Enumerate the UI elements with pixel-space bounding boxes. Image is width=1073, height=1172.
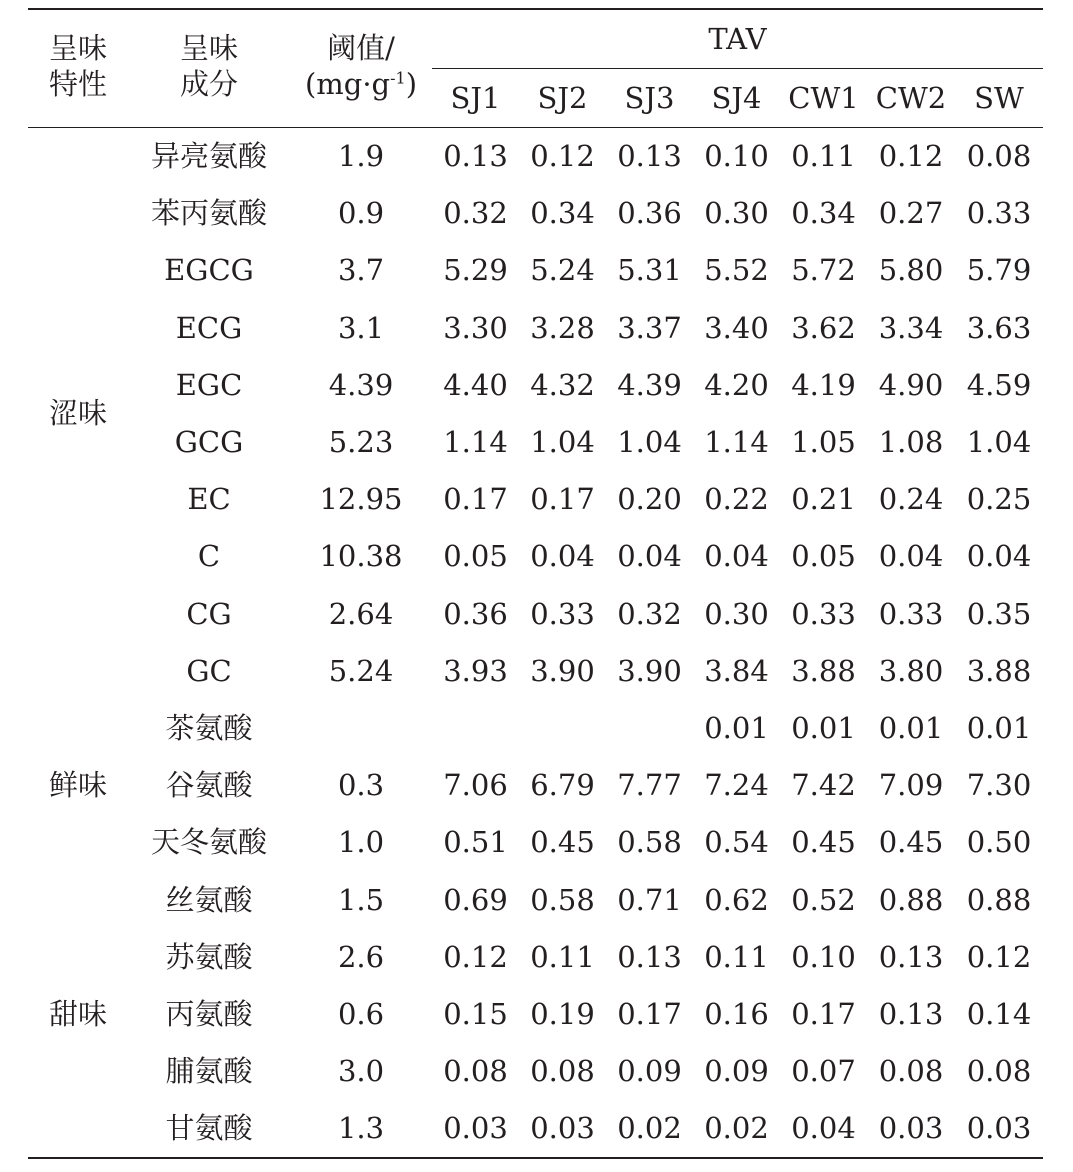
tav-cell-cw1: 1.05 xyxy=(791,425,856,460)
tav-cell-cw1: 7.42 xyxy=(791,768,856,803)
tav-cell-cw1: 3.88 xyxy=(791,653,856,688)
tav-cell-sj1: 0.13 xyxy=(443,139,508,174)
tav-cell-sj3: 4.39 xyxy=(617,367,682,402)
tav-cell-sj1: 0.17 xyxy=(443,482,508,517)
table-row xyxy=(28,700,1043,757)
component-cell: GC xyxy=(186,653,232,688)
tav-cell-sw: 0.35 xyxy=(966,596,1032,631)
threshold-cell: 3.0 xyxy=(337,1054,385,1089)
tav-cell-sj1: 0.05 xyxy=(443,539,508,574)
tav-cell-sw: 0.50 xyxy=(966,825,1032,860)
tav-cell-sj2 xyxy=(519,700,606,757)
threshold-cell: 5.23 xyxy=(328,425,394,460)
header-threshold-unit xyxy=(290,66,432,102)
tav-cell-sj4: 0.30 xyxy=(704,196,769,231)
tav-cell-sj3: 5.31 xyxy=(617,253,682,288)
tav-cell-cw2: 0.33 xyxy=(878,596,944,631)
threshold-cell: 1.5 xyxy=(337,882,385,917)
threshold-cell xyxy=(290,700,432,757)
tav-cell-sw: 0.08 xyxy=(966,139,1032,174)
component-cell: 丝氨酸 xyxy=(165,882,253,917)
tav-cell-cw2: 0.12 xyxy=(878,139,944,174)
tav-cell-sj4: 0.62 xyxy=(704,882,769,917)
tav-cell-sj1: 0.51 xyxy=(443,825,508,860)
tav-cell-sj2: 4.32 xyxy=(530,367,595,402)
tav-cell-sj2: 0.33 xyxy=(530,596,595,631)
tav-cell-cw2: 0.24 xyxy=(878,482,944,517)
tav-cell-cw2: 0.27 xyxy=(878,196,944,231)
threshold-cell: 0.9 xyxy=(337,196,385,231)
header-threshold xyxy=(290,9,432,128)
component-cell: 茶氨酸 xyxy=(165,710,253,745)
tav-cell-sw: 3.63 xyxy=(966,310,1032,345)
threshold-cell: 4.39 xyxy=(328,367,394,402)
tav-cell-sj1: 0.03 xyxy=(432,1100,519,1158)
tav-cell-cw1: 0.33 xyxy=(791,596,856,631)
threshold-cell: 1.3 xyxy=(290,1100,432,1158)
table-row xyxy=(28,1043,1043,1100)
tav-cell-sj2: 0.08 xyxy=(530,1054,595,1089)
tav-cell-cw1: 4.19 xyxy=(791,367,856,402)
tav-cell-sj2: 0.58 xyxy=(530,882,595,917)
tav-cell-cw1: 0.34 xyxy=(791,196,856,231)
threshold-cell: 3.1 xyxy=(337,310,385,345)
table-row xyxy=(28,414,1043,471)
tav-cell-sw: 0.01 xyxy=(966,710,1032,745)
table-row xyxy=(28,871,1043,928)
tav-cell-cw2: 0.88 xyxy=(878,882,944,917)
tav-cell-sj4: 0.54 xyxy=(704,825,769,860)
tav-cell-cw2: 7.09 xyxy=(878,768,944,803)
tav-cell-sj4: 5.52 xyxy=(704,253,769,288)
table-header xyxy=(28,9,1043,128)
tav-cell-cw2: 3.34 xyxy=(878,310,944,345)
tav-cell-sw: 0.14 xyxy=(966,996,1032,1031)
tav-cell-sj4: 3.40 xyxy=(704,310,769,345)
tav-cell-cw1: 3.62 xyxy=(791,310,856,345)
component-cell: ECG xyxy=(175,310,243,345)
threshold-cell: 0.3 xyxy=(337,768,385,803)
tav-cell-cw1: 0.07 xyxy=(791,1054,856,1089)
tav-cell-sj3: 0.32 xyxy=(617,596,682,631)
tav-cell-sj3 xyxy=(606,700,693,757)
threshold-cell: 0.6 xyxy=(337,996,385,1031)
threshold-cell: 12.95 xyxy=(319,482,403,517)
tav-cell-sw: 0.88 xyxy=(966,882,1032,917)
table-row xyxy=(28,757,1043,814)
tav-cell-cw1: 0.04 xyxy=(780,1100,867,1158)
tav-cell-sj4: 0.01 xyxy=(704,710,769,745)
tav-cell-sj4: 7.24 xyxy=(704,768,769,803)
header-threshold-line1: 阈值/ xyxy=(327,31,395,65)
component-cell: EC xyxy=(187,482,231,517)
tav-cell-sw: 5.79 xyxy=(966,253,1032,288)
tav-cell-sj1: 0.32 xyxy=(443,196,508,231)
tav-cell-cw1: 0.21 xyxy=(791,482,856,517)
table-row xyxy=(28,643,1043,700)
tav-cell-sj1: 0.69 xyxy=(443,882,508,917)
tav-cell-sj1: 0.15 xyxy=(443,996,508,1031)
tav-cell-sj4: 0.09 xyxy=(704,1054,769,1089)
tav-cell-sj3: 0.71 xyxy=(617,882,682,917)
threshold-cell: 5.24 xyxy=(328,653,394,688)
threshold-cell: 1.0 xyxy=(337,825,385,860)
tav-cell-sj3: 1.04 xyxy=(617,425,682,460)
tav-cell-cw2: 4.90 xyxy=(878,367,944,402)
tav-cell-sj1: 5.29 xyxy=(443,253,508,288)
header-tav-group: TAV xyxy=(432,9,1043,69)
tav-cell-sj4: 0.10 xyxy=(704,139,769,174)
tav-cell-sj4: 1.14 xyxy=(704,425,769,460)
tav-cell-cw1: 0.10 xyxy=(791,939,856,974)
tav-cell-sj1: 0.12 xyxy=(443,939,508,974)
tav-cell-sj3: 0.17 xyxy=(617,996,682,1031)
tav-cell-sj2: 5.24 xyxy=(530,253,595,288)
component-cell: EGC xyxy=(175,367,243,402)
header-component-line1: 呈味 xyxy=(179,31,238,65)
tav-cell-cw2: 1.08 xyxy=(878,425,944,460)
header-threshold-unit-sup: -1 xyxy=(390,68,406,88)
tav-cell-sj3: 0.13 xyxy=(617,139,682,174)
tav-cell-sj2: 0.45 xyxy=(530,825,595,860)
tav-cell-cw1: 0.52 xyxy=(791,882,856,917)
tav-cell-sj2: 0.11 xyxy=(530,939,595,974)
tav-cell-sw: 4.59 xyxy=(966,367,1032,402)
tav-cell-sj3: 7.77 xyxy=(617,768,682,803)
header-component-line2: 成分 xyxy=(179,67,238,102)
component-cell: EGCG xyxy=(164,253,254,288)
tav-cell-sj4: 3.84 xyxy=(704,653,769,688)
tav-cell-sj3: 0.13 xyxy=(617,939,682,974)
tav-cell-sj2: 3.28 xyxy=(530,310,595,345)
threshold-cell: 2.64 xyxy=(328,596,394,631)
table-row xyxy=(28,528,1043,585)
threshold-cell: 3.7 xyxy=(337,253,385,288)
tav-cell-cw2: 0.03 xyxy=(867,1100,955,1158)
threshold-cell: 10.38 xyxy=(319,539,403,574)
table-row xyxy=(28,929,1043,986)
tav-cell-sw: 3.88 xyxy=(966,653,1032,688)
tav-cell-sj1: 7.06 xyxy=(443,768,508,803)
component-cell: 甘氨酸 xyxy=(128,1100,290,1158)
table-row xyxy=(28,1100,1043,1158)
tav-cell-sj3: 3.90 xyxy=(617,653,682,688)
tav-cell-sw: 0.12 xyxy=(966,939,1032,974)
table-row xyxy=(28,814,1043,871)
tav-cell-sj3: 0.02 xyxy=(606,1100,693,1158)
tav-cell-sj1 xyxy=(432,700,519,757)
tav-cell-cw2: 5.80 xyxy=(878,253,944,288)
table-body xyxy=(28,128,1043,1159)
component-cell: 谷氨酸 xyxy=(165,768,253,803)
tav-cell-sj2: 0.34 xyxy=(530,196,595,231)
tav-cell-sj4: 4.20 xyxy=(704,367,769,402)
table-row xyxy=(28,242,1043,299)
tav-cell-cw1: 0.45 xyxy=(791,825,856,860)
header-characteristic xyxy=(28,9,128,128)
tav-cell-sw: 0.33 xyxy=(966,196,1032,231)
tav-cell-sj4: 0.04 xyxy=(704,539,769,574)
tav-cell-sj2: 0.19 xyxy=(530,996,595,1031)
tav-cell-cw1: 0.17 xyxy=(791,996,856,1031)
tav-cell-sj2: 1.04 xyxy=(530,425,595,460)
table-row xyxy=(28,471,1043,528)
tav-cell-sj3: 3.37 xyxy=(617,310,682,345)
header-sample-sj1: SJ1 xyxy=(432,69,519,128)
table-row xyxy=(28,185,1043,242)
tav-cell-cw2: 0.01 xyxy=(878,710,944,745)
header-component xyxy=(128,9,290,128)
tav-cell-sw: 0.25 xyxy=(966,482,1032,517)
taste-characteristic-cell: 鲜味 xyxy=(48,768,107,803)
tav-cell-sj1: 3.30 xyxy=(443,310,508,345)
component-cell: CG xyxy=(186,596,232,631)
tav-cell-sj2: 0.17 xyxy=(530,482,595,517)
tav-table xyxy=(28,8,1043,1159)
table-row xyxy=(28,300,1043,357)
taste-characteristic-cell: 甜味 xyxy=(28,871,128,1158)
tav-cell-cw1: 0.11 xyxy=(791,139,856,174)
component-cell: 异亮氨酸 xyxy=(150,139,267,174)
tav-cell-cw2: 0.13 xyxy=(878,939,944,974)
header-sample-cw2: CW2 xyxy=(867,69,955,128)
tav-cell-sj2: 0.12 xyxy=(530,139,595,174)
tav-cell-sj2: 0.04 xyxy=(530,539,595,574)
header-threshold-unit-main: (mg·g xyxy=(304,67,391,102)
tav-cell-sj3: 0.09 xyxy=(617,1054,682,1089)
tav-cell-cw2: 0.13 xyxy=(878,996,944,1031)
tav-cell-sw: 7.30 xyxy=(966,768,1032,803)
tav-cell-sw: 0.08 xyxy=(966,1054,1032,1089)
tav-cell-cw2: 0.45 xyxy=(878,825,944,860)
tav-cell-sj2: 6.79 xyxy=(530,768,595,803)
component-cell: 丙氨酸 xyxy=(165,996,253,1031)
table-row xyxy=(28,357,1043,414)
tav-cell-sj4: 0.16 xyxy=(704,996,769,1031)
tav-cell-sj4: 0.30 xyxy=(704,596,769,631)
tav-cell-sj1: 1.14 xyxy=(443,425,508,460)
tav-cell-sj3: 0.04 xyxy=(617,539,682,574)
taste-characteristic-cell: 涩味 xyxy=(48,396,107,431)
tav-cell-cw2: 0.08 xyxy=(878,1054,944,1089)
component-cell: 脯氨酸 xyxy=(165,1054,253,1089)
tav-cell-sw: 0.03 xyxy=(955,1100,1043,1158)
component-cell: 天冬氨酸 xyxy=(150,825,267,860)
tav-cell-cw1: 5.72 xyxy=(791,253,856,288)
tav-cell-sj4: 0.02 xyxy=(693,1100,780,1158)
threshold-cell: 1.9 xyxy=(337,139,385,174)
table-row xyxy=(28,586,1043,643)
component-cell: GCG xyxy=(174,425,244,460)
tav-cell-sw: 0.04 xyxy=(966,539,1032,574)
tav-cell-sj4: 0.11 xyxy=(704,939,769,974)
header-sample-sw: SW xyxy=(955,69,1043,128)
tav-cell-cw2: 0.04 xyxy=(878,539,944,574)
tav-cell-sj3: 0.36 xyxy=(617,196,682,231)
tav-cell-sj2: 0.03 xyxy=(519,1100,606,1158)
tav-cell-sj1: 0.08 xyxy=(443,1054,508,1089)
header-characteristic-line1: 呈味 xyxy=(48,31,107,65)
tav-cell-sw: 1.04 xyxy=(966,425,1032,460)
table-row xyxy=(28,986,1043,1043)
header-sample-sj4: SJ4 xyxy=(693,69,780,128)
header-sample-sj3: SJ3 xyxy=(606,69,693,128)
component-cell: C xyxy=(197,539,221,574)
tav-cell-cw2: 3.80 xyxy=(878,653,944,688)
table-row xyxy=(28,128,1043,186)
header-sample-cw1: CW1 xyxy=(780,69,867,128)
tav-cell-sj2: 3.90 xyxy=(530,653,595,688)
header-characteristic-line2: 特性 xyxy=(48,67,107,102)
tav-cell-sj1: 3.93 xyxy=(443,653,508,688)
tav-cell-sj1: 4.40 xyxy=(443,367,508,402)
tav-cell-sj4: 0.22 xyxy=(704,482,769,517)
tav-cell-sj1: 0.36 xyxy=(443,596,508,631)
component-cell: 苯丙氨酸 xyxy=(150,196,267,231)
header-sample-sj2: SJ2 xyxy=(519,69,606,128)
header-threshold-unit-end: ) xyxy=(405,67,418,102)
tav-cell-cw1: 0.05 xyxy=(791,539,856,574)
threshold-cell: 2.6 xyxy=(337,939,385,974)
component-cell: 苏氨酸 xyxy=(165,939,253,974)
tav-cell-cw1: 0.01 xyxy=(791,710,856,745)
tav-cell-sj3: 0.20 xyxy=(617,482,682,517)
tav-cell-sj3: 0.58 xyxy=(617,825,682,860)
